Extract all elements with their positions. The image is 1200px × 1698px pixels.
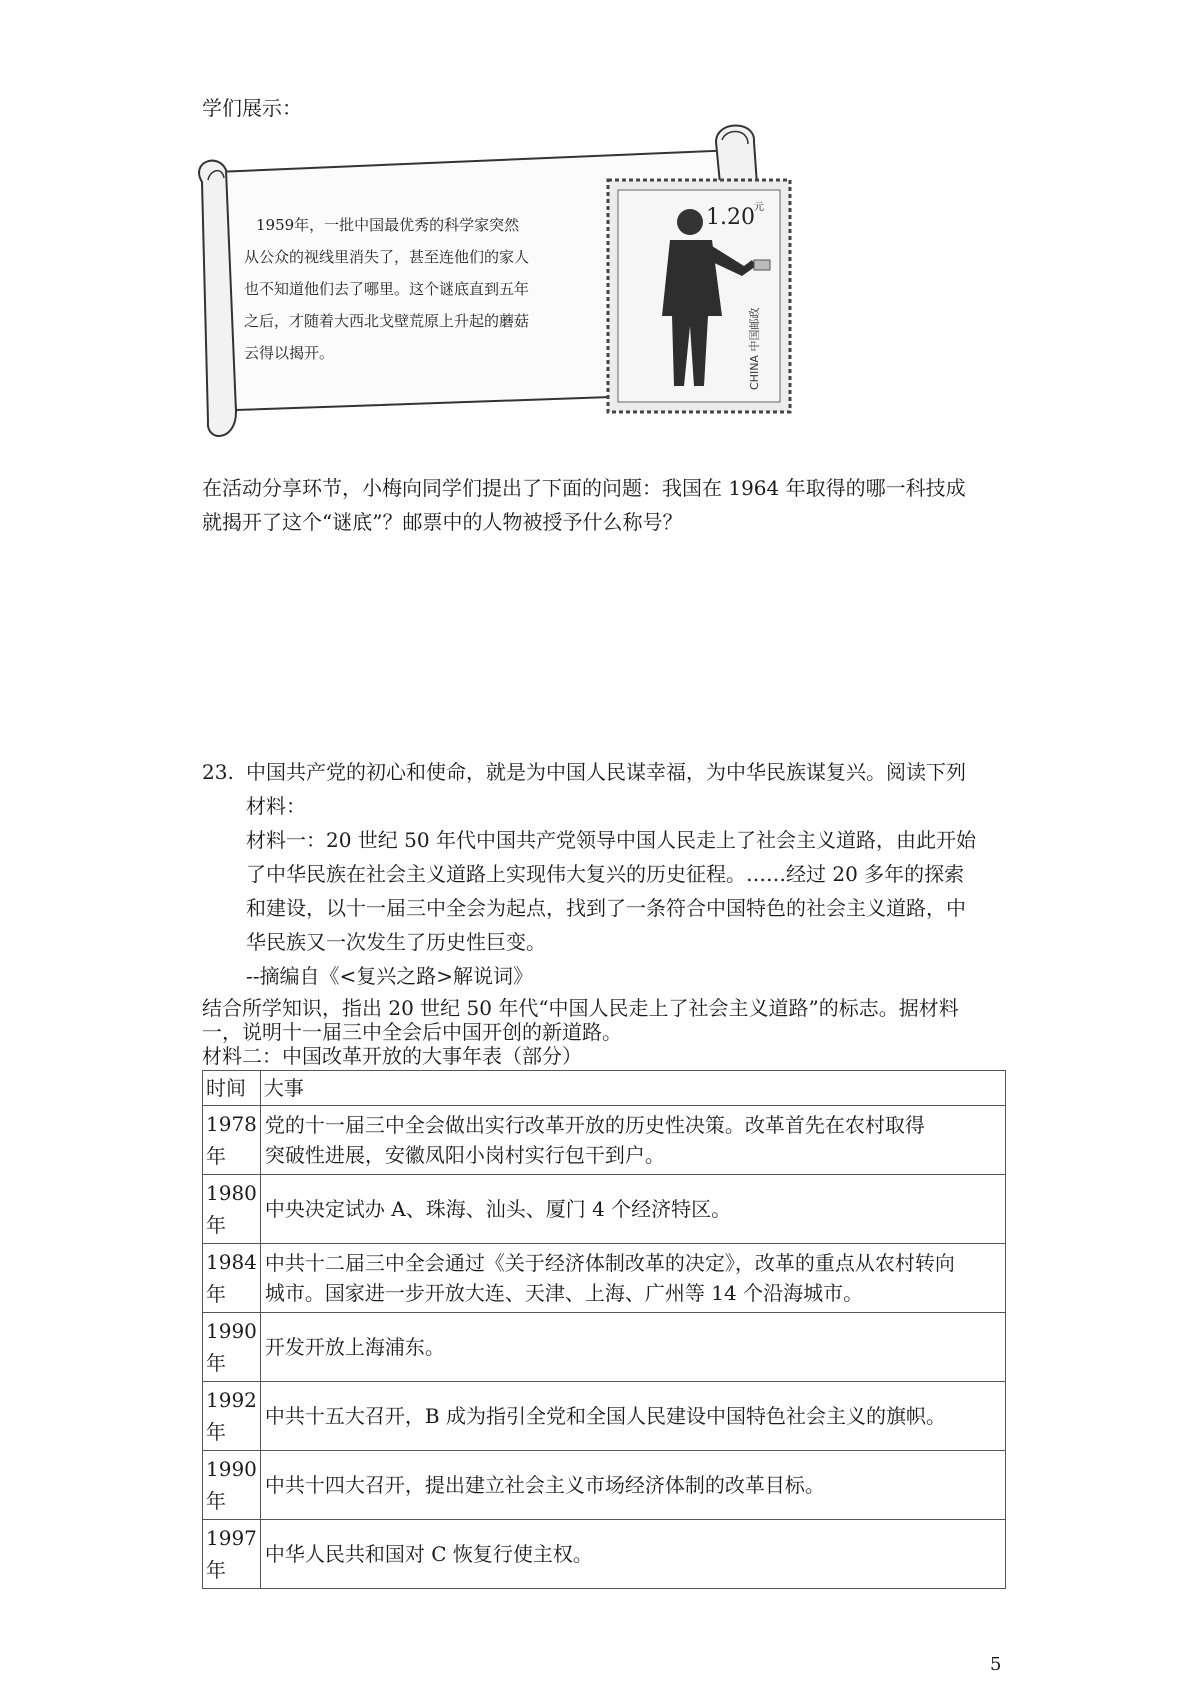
table-row [203, 1382, 1006, 1451]
event-line-1: 中共十四大召开，提出建立社会主义市场经济体制的改革目标。 [264, 1473, 825, 1497]
scroll-text-line-3: 也不知道他们去了哪里。这个谜底直到五年 [244, 280, 530, 298]
year-cell [203, 1175, 261, 1244]
year-cell [203, 1313, 261, 1382]
stamp-value-unit: 元 [754, 202, 764, 213]
year-unit: 年 [206, 1213, 226, 1237]
event-cell [260, 1244, 1005, 1313]
header-time: 时间 [203, 1071, 261, 1106]
question-23-task-line-2: 一，说明十一届三中全会后中国开创的新道路。 [202, 1020, 622, 1044]
table-row [203, 1244, 1006, 1313]
event-line-1: 中共十五大召开，B 成为指引全党和全国人民建设中国特色社会主义的旗帜。 [264, 1404, 946, 1428]
year-value: 1992 [206, 1388, 257, 1412]
material-1-line-4: 华民族又一次发生了历史性巨变。 [246, 930, 546, 954]
year-cell [203, 1451, 261, 1520]
postage-stamp [604, 176, 794, 416]
table-header-row [203, 1071, 1006, 1106]
table-row [203, 1175, 1006, 1244]
event-line-2: 城市。国家进一步开放大连、天津、上海、广州等 14 个沿海城市。 [264, 1281, 864, 1305]
event-cell [260, 1520, 1005, 1589]
question-22-line-2: 就揭开了这个“谜底”？邮票中的人物被授予什么称号？ [202, 510, 683, 534]
reform-timeline-table [202, 1070, 1006, 1589]
year-value: 1990 [206, 1457, 257, 1481]
table-row [203, 1106, 1006, 1175]
event-line-1: 中华人民共和国对 C 恢复行使主权。 [264, 1542, 593, 1566]
year-value: 1984 [206, 1250, 257, 1274]
figure-head [677, 209, 703, 235]
event-line-1: 党的十一届三中全会做出实行改革开放的历史性决策。改革首先在农村取得 [264, 1113, 925, 1137]
year-unit: 年 [206, 1144, 226, 1168]
event-cell [260, 1313, 1005, 1382]
year-cell [203, 1106, 261, 1175]
year-unit: 年 [206, 1489, 226, 1513]
year-unit: 年 [206, 1282, 226, 1306]
year-value: 1978 [206, 1112, 257, 1136]
table-row [203, 1451, 1006, 1520]
event-line-1: 中央决定试办 A、珠海、汕头、厦门 4 个经济特区。 [264, 1197, 732, 1221]
stamp-side-text: CHINA 中国邮政 [748, 307, 761, 390]
year-cell [203, 1520, 261, 1589]
year-value: 1997 [206, 1526, 257, 1550]
event-cell [260, 1106, 1005, 1175]
question-23-number: 23. [202, 760, 234, 784]
table-row [203, 1520, 1006, 1589]
year-cell [203, 1382, 261, 1451]
scroll-text-line-5: 云得以揭开。 [244, 344, 335, 362]
event-cell [260, 1451, 1005, 1520]
stamp-drawing [604, 176, 794, 416]
event-cell [260, 1382, 1005, 1451]
question-22-line-1: 在活动分享环节，小梅向同学们提出了下面的问题：我国在 1964 年取得的哪一科技成 [202, 476, 966, 500]
question-23-intro-line-2: 材料： [246, 794, 306, 818]
year-unit: 年 [206, 1558, 226, 1582]
table-row [203, 1313, 1006, 1382]
question-23-task-line-1: 结合所学知识，指出 20 世纪 50 年代“中国人民走上了社会主义道路”的标志。据材料 [202, 996, 959, 1020]
figure-paper [754, 260, 770, 270]
year-unit: 年 [206, 1351, 226, 1375]
year-value: 1980 [206, 1181, 257, 1205]
header-event: 大事 [260, 1071, 1005, 1106]
material-1-line-2: 了中华民族在社会主义道路上实现伟大复兴的历史征程。……经过 20 多年的探索 [246, 862, 965, 886]
year-cell [203, 1244, 261, 1313]
stamp-value: 1.20 [706, 205, 755, 230]
intro-line: 学们展示： [202, 96, 302, 120]
page-number: 5 [990, 1654, 1002, 1675]
event-line-1: 开发开放上海浦东。 [264, 1335, 445, 1359]
scroll-text-line-1: 1959年，一批中国最优秀的科学家突然 [256, 216, 520, 234]
material-1-source: --摘编自《<复兴之路>解说词》 [246, 964, 534, 988]
event-line-2: 突破性进展，安徽凤阳小岗村实行包干到户。 [264, 1143, 665, 1167]
material-2-title: 材料二：中国改革开放的大事年表（部分） [202, 1044, 582, 1068]
material-1-line-3: 和建设，以十一届三中全会为起点，找到了一条符合中国特色的社会主义道路，中 [246, 896, 966, 920]
question-23-intro-line-1: 中国共产党的初心和使命，就是为中国人民谋幸福，为中华民族谋复兴。阅读下列 [246, 760, 966, 784]
year-unit: 年 [206, 1420, 226, 1444]
event-cell [260, 1175, 1005, 1244]
scroll-text-line-4: 之后，才随着大西北戈壁荒原上升起的蘑菇 [244, 312, 530, 330]
event-line-1: 中共十二届三中全会通过《关于经济体制改革的决定》，改革的重点从农村转向 [264, 1251, 955, 1275]
year-value: 1990 [206, 1319, 257, 1343]
scroll-text-line-2: 从公众的视线里消失了，甚至连他们的家人 [244, 248, 530, 266]
material-1-line-1: 材料一：20 世纪 50 年代中国共产党领导中国人民走上了社会主义道路，由此开始 [246, 828, 976, 852]
